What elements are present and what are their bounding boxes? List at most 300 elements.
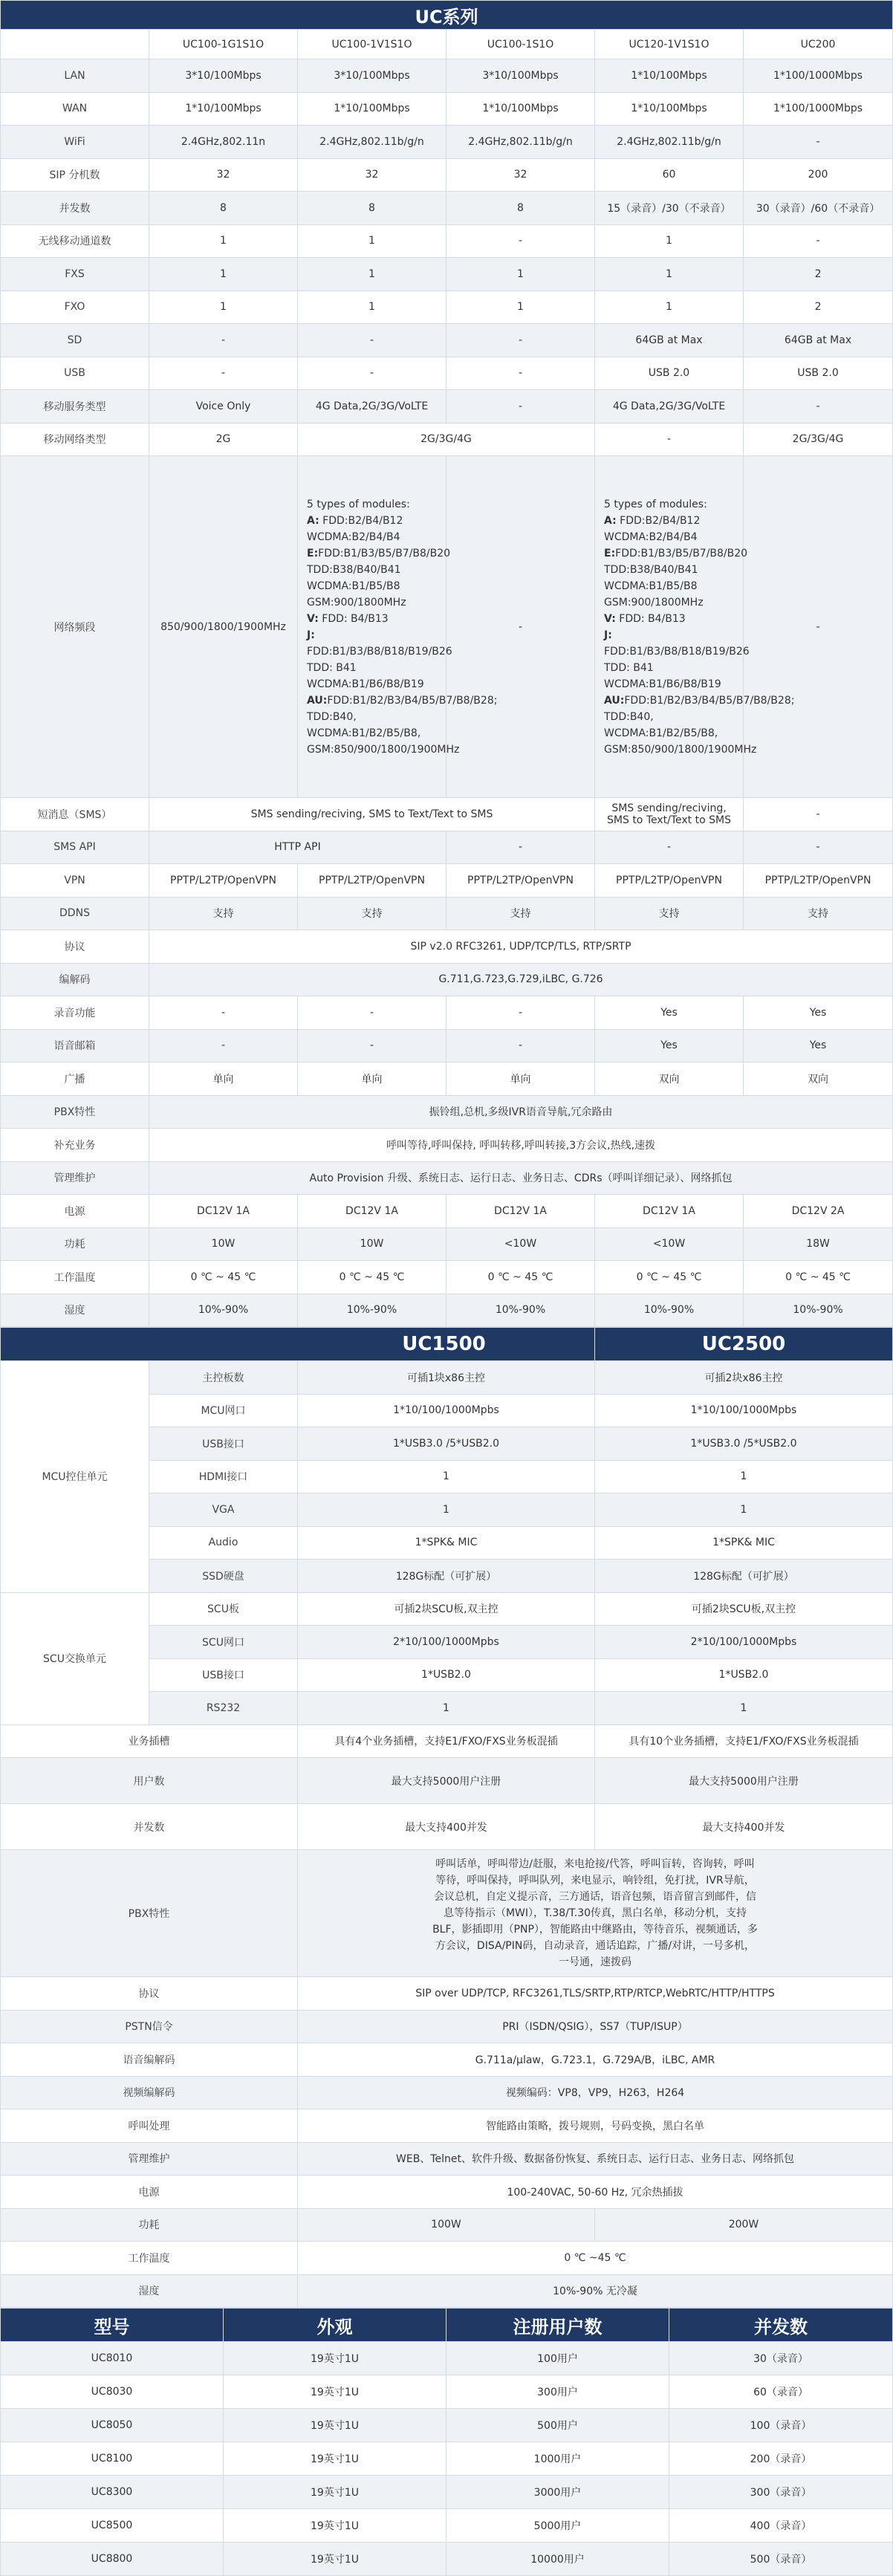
spec-value: G.711a/μlaw，G.723.1，G.729A/B，iLBC, AMR	[298, 2043, 893, 2077]
table-cell: 300用户	[446, 2375, 669, 2409]
band-line	[307, 545, 451, 611]
spec-value: 单向	[446, 1062, 595, 1096]
table-row	[1, 1294, 893, 1327]
spec-value: -	[446, 224, 595, 258]
spec-value: 10%-90% 无冷凝	[298, 2274, 893, 2308]
spec-value: PPTP/L2TP/OpenVPN	[744, 864, 893, 898]
spec-value: 支持	[298, 897, 446, 930]
spec-value: 200	[744, 158, 893, 192]
spec-value: 2.4GHz,802.11b/g/n	[595, 126, 744, 159]
spec-value: 2	[744, 291, 893, 324]
table-row	[1, 59, 893, 93]
spec-value: Voice Only	[149, 390, 298, 424]
spec-value: 1*USB2.0	[595, 1658, 893, 1692]
spec-value: 850/900/1800/1900MHz	[149, 456, 298, 798]
group-label: SCU交换单元	[1, 1592, 149, 1725]
spec-value: 1*USB3.0 /5*USB2.0	[298, 1427, 595, 1461]
spec-value: -	[446, 1029, 595, 1062]
model-header: UC100-1V1S1O	[298, 30, 446, 59]
table-cell: UC8800	[1, 2543, 224, 2576]
band-list	[595, 456, 795, 798]
spec-value: 1	[149, 258, 298, 291]
model-header: UC100-1S1O	[446, 30, 595, 59]
row-label: 语音编解码	[1, 2043, 298, 2077]
spec-value: 0 ℃ ~ 45 ℃	[595, 1261, 744, 1294]
table-row	[1, 357, 893, 390]
spec-value: 1*100/1000Mbps	[744, 59, 893, 93]
row-label: PBX特性	[1, 1850, 298, 1977]
table-row	[1, 798, 893, 831]
row-label: 电源	[1, 2176, 298, 2209]
spec-value: Yes	[744, 996, 893, 1030]
spec-value: DC12V 1A	[298, 1195, 446, 1228]
spec-value: Yes	[595, 1029, 744, 1062]
band-key: A:	[604, 514, 617, 527]
spec-value: USB 2.0	[744, 357, 893, 390]
spec-value: -	[744, 390, 893, 424]
row-label: 广播	[1, 1062, 149, 1096]
band-key: AU:	[307, 694, 328, 707]
spec-value: 1	[595, 1460, 893, 1493]
table-row	[1, 897, 893, 930]
spec-value: 10%-90%	[595, 1294, 744, 1327]
spec-value: 1	[595, 291, 744, 324]
spec-value: 1	[446, 258, 595, 291]
spec-value: USB 2.0	[595, 357, 744, 390]
table-row	[1, 1850, 893, 1977]
band-key: J:	[307, 629, 315, 641]
spec-value: 1	[298, 291, 446, 324]
table-row	[1, 1725, 893, 1758]
spec-value: SIP v2.0 RFC3261, UDP/TCP/TLS, RTP/SRTP	[149, 930, 893, 964]
spec-value: 1*10/100Mbps	[446, 92, 595, 126]
spec-value: 1*10/100/1000Mpbs	[298, 1394, 595, 1427]
spec-value: 呼叫等待,呼叫保持, 呼叫转移,呼叫转接,3方会议,热线,速拨	[149, 1129, 893, 1162]
spec-value: Yes	[595, 996, 744, 1030]
spec-value: 最大支持5000用户注册	[595, 1758, 893, 1804]
row-label: VGA	[149, 1493, 298, 1527]
table-row	[1, 1261, 893, 1294]
row-label: 呼叫处理	[1, 2109, 298, 2143]
row-label: SMS API	[1, 831, 149, 864]
row-label: USB接口	[149, 1658, 298, 1692]
row-label: 协议	[1, 930, 149, 964]
spec-value: 最大支持400并发	[298, 1804, 595, 1850]
row-label: 并发数	[1, 1804, 298, 1850]
row-label: 功耗	[1, 1227, 149, 1261]
spec-value: 单向	[149, 1062, 298, 1096]
spec-value: -	[298, 996, 446, 1030]
spec-value: -	[298, 1029, 446, 1062]
band-key: V:	[604, 612, 616, 625]
spec-value: PPTP/L2TP/OpenVPN	[446, 864, 595, 898]
spec-value: 0 ℃ ~45 ℃	[298, 2242, 893, 2275]
table-row	[1, 324, 893, 357]
band-text: FDD:B1/B3/B5/B7/B8/B20 TDD:B38/B40/B41 WCDMA:B1/B5/B8 GSM:900/1800MHz	[604, 547, 748, 609]
table-row	[1, 2242, 893, 2275]
table-cell: 500（录音）	[669, 2543, 893, 2576]
band-key: J:	[604, 629, 612, 641]
spec-value: 最大支持5000用户注册	[298, 1758, 595, 1804]
spec-value: 30（录音）/60（不录音）	[744, 192, 893, 225]
spec-value: 1*10/100Mbps	[298, 92, 446, 126]
table-row	[1, 1161, 893, 1195]
spec-value: DC12V 1A	[446, 1195, 595, 1228]
band-line	[307, 611, 437, 627]
spec-value: 32	[149, 158, 298, 192]
table-row	[1, 2342, 893, 2375]
table-cell: UC8100	[1, 2442, 224, 2476]
row-label: 移动服务类型	[1, 390, 149, 424]
band-list	[298, 456, 498, 798]
row-label: 语音邮箱	[1, 1029, 149, 1062]
spec-value: 1*SPK& MIC	[595, 1526, 893, 1560]
spec-value: 具有10个业务插槽，支持E1/FXO/FXS业务板混插	[595, 1725, 893, 1758]
row-label: 补充业务	[1, 1129, 149, 1162]
row-label: SD	[1, 324, 149, 357]
band-text: FDD:B1/B2/B3/B4/B5/B7/B8/B28; TDD:B40, WCDMA:B1/B2/B5/B8, GSM:850/900/1800/1900MHz	[307, 694, 498, 756]
row-label: PSTN信令	[1, 2010, 298, 2043]
spec-value: DC12V 1A	[595, 1195, 744, 1228]
spec-value: 10W	[149, 1227, 298, 1261]
table-cell: UC8010	[1, 2342, 224, 2375]
spec-value: 64GB at Max	[744, 324, 893, 357]
table-row	[1, 1592, 893, 1626]
table-cell: UC8030	[1, 2375, 224, 2409]
spec-value: 视频编码：VP8，VP9，H263，H264	[298, 2076, 893, 2109]
band-line	[604, 627, 750, 692]
spec-value: 1	[446, 291, 595, 324]
row-label: SSD硬盘	[149, 1560, 298, 1593]
model-header: UC200	[744, 30, 893, 59]
table-row	[1, 30, 893, 59]
row-label: 编解码	[1, 963, 149, 996]
model-header: UC100-1G1S1O	[149, 30, 298, 59]
spec-value: 可插2块SCU板,双主控	[595, 1592, 893, 1626]
spec-value: 双向	[595, 1062, 744, 1096]
table-cell: UC8050	[1, 2409, 224, 2442]
spec-value: 3*10/100Mbps	[149, 59, 298, 93]
table-cell: 30（录音）	[669, 2342, 893, 2375]
spec-value: -	[298, 357, 446, 390]
spec-value: -	[744, 798, 893, 831]
spec-value: 2G/3G/4G	[298, 423, 595, 456]
table-cell: 100（录音）	[669, 2409, 893, 2442]
table-cell: 500用户	[446, 2409, 669, 2442]
band-key: E:	[604, 547, 616, 559]
band-line	[307, 692, 498, 758]
table-row	[1, 158, 893, 192]
spec-value: 1	[595, 1692, 893, 1725]
table-row	[1, 1227, 893, 1261]
spec-value: 1	[298, 1460, 595, 1493]
spec-value: 18W	[744, 1227, 893, 1261]
table-row	[1, 1804, 893, 1850]
model-header-uc1500: UC1500	[1, 1328, 595, 1361]
table-cell: 200（录音）	[669, 2442, 893, 2476]
table-row	[1, 963, 893, 996]
spec-value: 64GB at Max	[595, 324, 744, 357]
row-label: 网络频段	[1, 456, 149, 798]
row-label: 无线移动通道数	[1, 224, 149, 258]
row-label: SCU板	[149, 1592, 298, 1626]
spec-value: 双向	[744, 1062, 893, 1096]
table-cell: 10000用户	[446, 2543, 669, 2576]
table-row	[1, 423, 893, 456]
table-row	[1, 2543, 893, 2576]
band-line	[307, 513, 437, 545]
band-text: 5 types of modules:	[307, 498, 410, 510]
table-row	[1, 291, 893, 324]
spec-value: 1	[595, 224, 744, 258]
row-label: HDMI接口	[149, 1460, 298, 1493]
row-label: 工作温度	[1, 2242, 298, 2275]
band-line	[604, 513, 734, 545]
spec-value: -	[446, 456, 595, 798]
spec-value: 10%-90%	[149, 1294, 298, 1327]
spec-value: 0 ℃ ~ 45 ℃	[446, 1261, 595, 1294]
table-cell: 19英寸1U	[224, 2409, 446, 2442]
row-label: 主控板数	[149, 1361, 298, 1395]
table-cell: 19英寸1U	[224, 2375, 446, 2409]
row-label: USB	[1, 357, 149, 390]
spec-value: 单向	[298, 1062, 446, 1096]
table-row	[1, 2076, 893, 2109]
spec-value: SIP over UDP/TCP, RFC3261,TLS/SRTP,RTP/RTCP,WebRTC/HTTP/HTTPS	[298, 1977, 893, 2011]
table-cell: 19英寸1U	[224, 2442, 446, 2476]
band-text: FDD:B1/B3/B8/B18/B19/B26 TDD: B41 WCDMA:B1/B6/B8/B19	[307, 645, 452, 690]
spec-value: 2G/3G/4G	[744, 423, 893, 456]
band-line	[604, 496, 734, 513]
row-label: SIP 分机数	[1, 158, 149, 192]
spec-value: SMS sending/reciving, SMS to Text/Text to SMS	[595, 798, 744, 831]
header-appearance: 外观	[224, 2309, 446, 2342]
table-row	[1, 2010, 893, 2043]
spec-value: -	[446, 357, 595, 390]
row-label: MCU网口	[149, 1394, 298, 1427]
table-row	[1, 126, 893, 159]
spec-value: 4G Data,2G/3G/VoLTE	[298, 390, 446, 424]
table-row	[1, 1977, 893, 2011]
row-label: 业务插槽	[1, 1725, 298, 1758]
spec-value: 可插1块x86主控	[298, 1361, 595, 1395]
spec-value: 2*10/100/1000Mpbs	[298, 1626, 595, 1659]
table-row	[1, 2274, 893, 2308]
table-row	[1, 1758, 893, 1804]
spec-value: -	[298, 324, 446, 357]
band-text: FDD:B1/B3/B8/B18/B19/B26 TDD: B41 WCDMA:B1/B6/B8/B19	[604, 645, 750, 690]
band-text: FDD: B4/B13	[615, 612, 686, 625]
row-label: PBX特性	[1, 1095, 149, 1129]
spec-value: -	[744, 831, 893, 864]
header-users: 注册用户数	[446, 2309, 669, 2342]
spec-value: Auto Provision 升级、系统日志、运行日志、业务日志、CDRs（呼叫详细记录）、网络抓包	[149, 1161, 893, 1195]
table-row	[1, 456, 893, 798]
row-label: 工作温度	[1, 1261, 149, 1294]
row-label: RS232	[149, 1692, 298, 1725]
spec-value: 100-240VAC, 50-60 Hz, 冗余热插拔	[298, 2176, 893, 2209]
spec-value: 15（录音）/30（不录音）	[595, 192, 744, 225]
table-row	[1, 831, 893, 864]
spec-value: 128G标配（可扩展）	[595, 1560, 893, 1593]
row-label: 电源	[1, 1195, 149, 1228]
table-cell: 1000用户	[446, 2442, 669, 2476]
spec-value: 1*10/100Mbps	[595, 59, 744, 93]
table-row	[1, 2109, 893, 2143]
spec-value: -	[744, 224, 893, 258]
row-label: Audio	[149, 1526, 298, 1560]
spec-value: 1*USB2.0	[298, 1658, 595, 1692]
spec-value: 1	[595, 258, 744, 291]
spec-value: 8	[149, 192, 298, 225]
row-label: 录音功能	[1, 996, 149, 1030]
spec-value: -	[149, 1029, 298, 1062]
uc-series-title: UC系列	[1, 1, 893, 30]
table-row	[1, 2509, 893, 2543]
spec-value: 具有4个业务插槽，支持E1/FXO/FXS业务板混插	[298, 1725, 595, 1758]
model-header-uc2500: UC2500	[595, 1328, 893, 1361]
pbx-features: 呼叫话单，呼叫带边/赶服，来电抢接/代答，呼叫盲转，咨询转，呼叫等待，呼叫保持，呼叫队列，来电显示，响铃组，免打扰，IVR导航，会议总机，自定义提示音，三方通话，语音包频，语音留言到邮件，信息等待指示（MWI），T.38/T.30传真，黑白名单，移动分机，支持BLF，影插即用（PNP），智能路由中继路由，等待音乐，视频通话，多方会议，DISA/PIN码，自动录音，通话追踪，广播/对讲，一号多机，一号通，速拨码	[298, 1850, 893, 1977]
spec-value: 1	[298, 1692, 595, 1725]
spec-value: 可插2块SCU板,双主控	[298, 1592, 595, 1626]
spec-value: 2.4GHz,802.11b/g/n	[446, 126, 595, 159]
spec-value: WEB、Telnet、软件升级、数据备份恢复、系统日志、运行日志、业务日志、网络抓包	[298, 2142, 893, 2176]
band-key: V:	[307, 612, 319, 625]
table-cell: UC8300	[1, 2476, 224, 2509]
table-row	[1, 1361, 893, 1395]
spec-value: 2	[744, 258, 893, 291]
spec-value: 60	[595, 158, 744, 192]
spec-value: 0 ℃ ~ 45 ℃	[744, 1261, 893, 1294]
table-row	[1, 864, 893, 898]
spec-value: 2G	[149, 423, 298, 456]
band-text: FDD:B2/B4/B12 WCDMA:B2/B4/B4	[604, 514, 701, 543]
spec-value: -	[446, 831, 595, 864]
spec-value: HTTP API	[149, 831, 446, 864]
spec-value: 32	[446, 158, 595, 192]
spec-value: 0 ℃ ~ 45 ℃	[298, 1261, 446, 1294]
spec-value: DC12V 2A	[744, 1195, 893, 1228]
spec-value: -	[149, 324, 298, 357]
band-text: FDD:B2/B4/B12 WCDMA:B2/B4/B4	[307, 514, 403, 543]
corner-cell	[1, 30, 149, 59]
spec-value: 32	[298, 158, 446, 192]
spec-value: 1*SPK& MIC	[298, 1526, 595, 1560]
spec-value: 1*10/100Mbps	[149, 92, 298, 126]
spec-value: 最大支持400并发	[595, 1804, 893, 1850]
table-cell: 19英寸1U	[224, 2509, 446, 2543]
table-row	[1, 1095, 893, 1129]
row-label: WAN	[1, 92, 149, 126]
header-concurrency: 并发数	[669, 2309, 893, 2342]
spec-value: 3*10/100Mbps	[298, 59, 446, 93]
spec-value: PRI（ISDN/QSIG），SS7（TUP/ISUP）	[298, 2010, 893, 2043]
row-label: 并发数	[1, 192, 149, 225]
table-row	[1, 2142, 893, 2176]
spec-value: 可插2块x86主控	[595, 1361, 893, 1395]
spec-value: 10%-90%	[298, 1294, 446, 1327]
band-text: FDD:B1/B3/B5/B7/B8/B20 TDD:B38/B40/B41 WCDMA:B1/B5/B8 GSM:900/1800MHz	[307, 547, 451, 609]
spec-value: 100W	[298, 2208, 595, 2242]
band-line	[604, 611, 734, 627]
row-label: VPN	[1, 864, 149, 898]
spec-value: 2.4GHz,802.11b/g/n	[298, 126, 446, 159]
spec-value: 1	[298, 258, 446, 291]
row-label: 协议	[1, 1977, 298, 2011]
spec-value: 4G Data,2G/3G/VoLTE	[595, 390, 744, 424]
spec-value: <10W	[446, 1227, 595, 1261]
table-row	[1, 1062, 893, 1096]
row-label: FXO	[1, 291, 149, 324]
table-cell: 3000用户	[446, 2476, 669, 2509]
spec-value: -	[149, 357, 298, 390]
table-cell: 19英寸1U	[224, 2342, 446, 2375]
model-header: UC120-1V1S1O	[595, 30, 744, 59]
spec-value: -	[446, 324, 595, 357]
spec-value: 1	[298, 1493, 595, 1527]
row-label: LAN	[1, 59, 149, 93]
table-cell: UC8500	[1, 2509, 224, 2543]
row-label: WiFi	[1, 126, 149, 159]
spec-value: 支持	[446, 897, 595, 930]
table-row	[1, 996, 893, 1030]
band-line	[604, 545, 748, 611]
spec-value: 10%-90%	[446, 1294, 595, 1327]
table-row	[1, 1029, 893, 1062]
row-label: USB接口	[149, 1427, 298, 1461]
row-label: FXS	[1, 258, 149, 291]
spec-value: 振铃组,总机,多级IVR语音导航,冗余路由	[149, 1095, 893, 1129]
band-text: 5 types of modules:	[604, 498, 707, 510]
spec-value: 1	[149, 224, 298, 258]
spec-value: 0 ℃ ~ 45 ℃	[149, 1261, 298, 1294]
row-label: 湿度	[1, 2274, 298, 2308]
uc8000-table	[0, 2308, 893, 2576]
band-text: FDD: B4/B13	[318, 612, 389, 625]
spec-value: 1	[149, 291, 298, 324]
row-label: 移动网络类型	[1, 423, 149, 456]
spec-value: DC12V 1A	[149, 1195, 298, 1228]
row-label: 管理维护	[1, 2142, 298, 2176]
spec-value: PPTP/L2TP/OpenVPN	[149, 864, 298, 898]
row-label: 用户数	[1, 1758, 298, 1804]
row-label: 视频编解码	[1, 2076, 298, 2109]
spec-value: 2*10/100/1000Mpbs	[595, 1626, 893, 1659]
uc-large-table	[0, 1327, 893, 2308]
table-row	[1, 258, 893, 291]
band-key: E:	[307, 547, 319, 559]
table-row	[1, 930, 893, 964]
table-row	[1, 2442, 893, 2476]
band-key: A:	[307, 514, 319, 527]
spec-value: 1*USB3.0 /5*USB2.0	[595, 1427, 893, 1461]
table-row	[1, 1129, 893, 1162]
spec-value: PPTP/L2TP/OpenVPN	[298, 864, 446, 898]
table-cell: 300（录音）	[669, 2476, 893, 2509]
header-model: 型号	[1, 2309, 224, 2342]
spec-value: Yes	[744, 1029, 893, 1062]
row-label: 功耗	[1, 2208, 298, 2242]
spec-value: -	[744, 456, 893, 798]
spec-value: 8	[446, 192, 595, 225]
table-row	[1, 1195, 893, 1228]
row-label: SCU网口	[149, 1626, 298, 1659]
spec-value: PPTP/L2TP/OpenVPN	[595, 864, 744, 898]
table-row	[1, 192, 893, 225]
spec-value: 1*10/100Mbps	[595, 92, 744, 126]
row-label: 湿度	[1, 1294, 149, 1327]
spec-value: 支持	[595, 897, 744, 930]
